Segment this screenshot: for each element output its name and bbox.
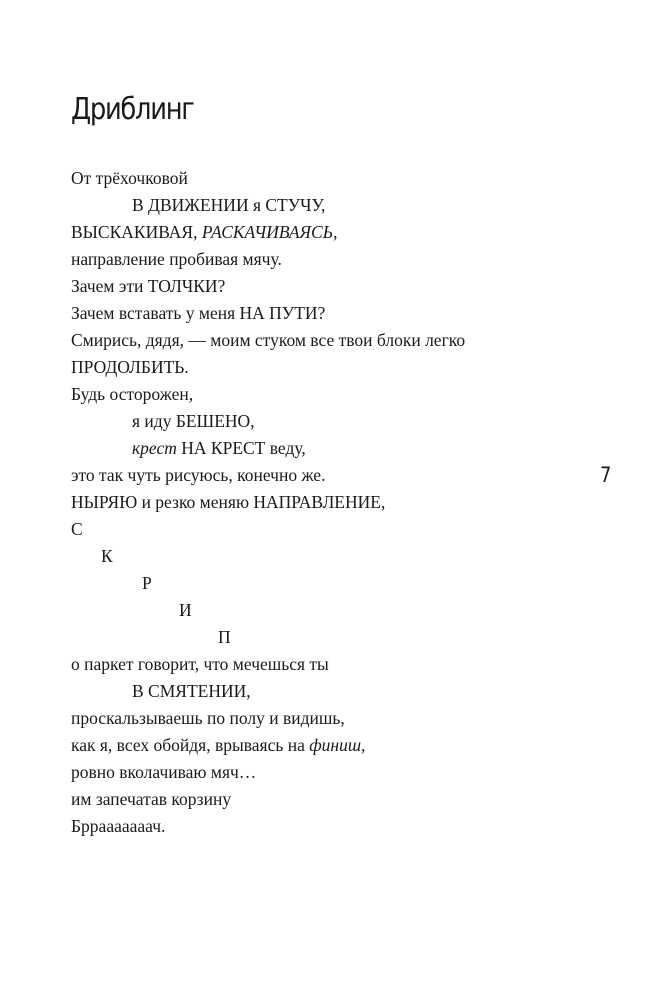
poem-letter: К (101, 546, 113, 566)
poem-line: крест НА КРЕСТ веду, (132, 438, 306, 458)
italic-word: финиш, (309, 735, 366, 755)
italic-word: РАСКАЧИВАЯСЬ (201, 222, 334, 242)
poem-line: ВЫСКАКИВАЯ, РАСКАЧИВАЯСЬ, (71, 222, 338, 242)
poem-line: Смирись, дядя, — моим стуком все твои блоки легко (71, 330, 466, 350)
poem-line: В ДВИЖЕНИИ я СТУЧУ, (132, 195, 326, 215)
poem-line: Зачем эти ТОЛЧКИ? (71, 276, 226, 296)
poem-line: НЫРЯЮ и резко меняю НАПРАВЛЕНИЕ, (71, 492, 386, 512)
poem-line: От трёхочковой (71, 168, 188, 188)
poem-line: это так чуть рисуюсь, конечно же. (71, 465, 326, 485)
poem-line: В СМЯТЕНИИ, (132, 681, 251, 701)
poem-line: Будь осторожен, (71, 384, 194, 404)
poem-line: им запечатав корзину (71, 789, 232, 809)
poem-line: Бррааааааач. (71, 816, 166, 836)
poem-body (71, 165, 631, 840)
page-title: Дриблинг (71, 92, 194, 127)
poem-line: ПРОДОЛБИТЬ. (71, 357, 189, 377)
poem-letter: П (218, 627, 231, 647)
poem-line: о паркет говорит, что мечешься ты (71, 654, 329, 674)
poem-line: направление пробивая мячу. (71, 249, 282, 269)
poem-line: я иду БЕШЕНО, (132, 411, 255, 431)
poem-letter: С (71, 519, 83, 539)
italic-word: крест (132, 438, 177, 458)
poem-letter: И (179, 600, 192, 620)
poem-line: проскальзываешь по полу и видишь, (71, 708, 345, 728)
page-number: 7 (600, 463, 612, 487)
poem-line: ровно вколачиваю мяч… (71, 762, 257, 782)
poem-letter: Р (142, 573, 152, 593)
poem-line: как я, всех обойдя, врываясь на финиш, (71, 735, 366, 755)
poem-line: Зачем вставать у меня НА ПУТИ? (71, 303, 326, 323)
